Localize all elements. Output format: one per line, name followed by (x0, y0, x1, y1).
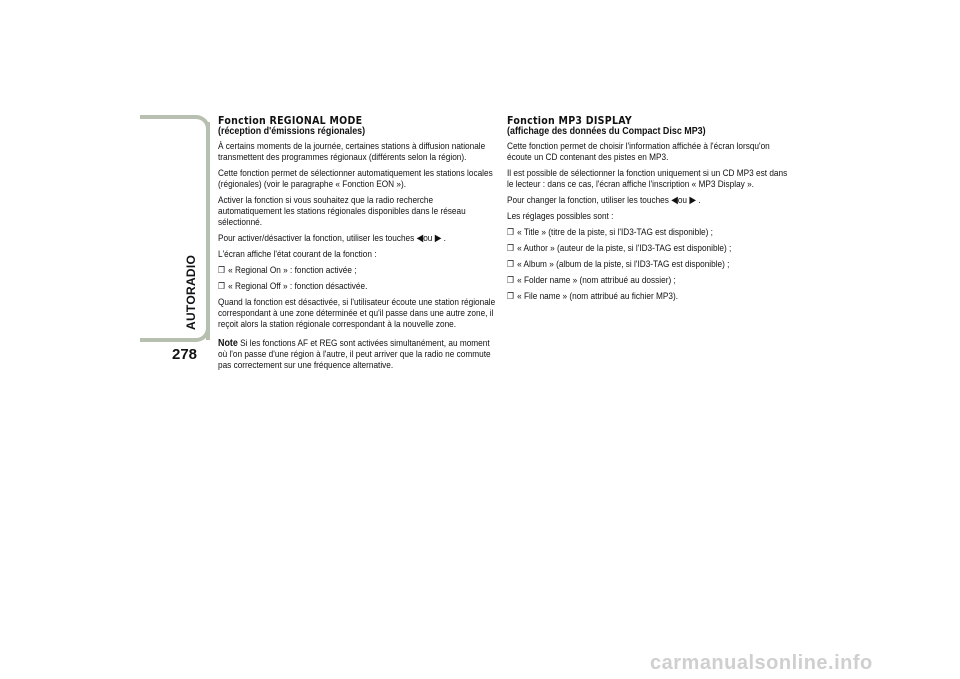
checkbox-bullet-icon: ❒ (218, 265, 225, 275)
page-number: 278 (172, 346, 198, 363)
list-item (507, 259, 787, 270)
list-item (507, 243, 787, 254)
margin-rule (206, 122, 210, 340)
section-title-mp3: Fonction MP3 DISPLAY (507, 114, 633, 127)
list-item (218, 265, 498, 276)
list-item (507, 227, 787, 238)
paragraph: Cette fonction permet de sélectionner automatiquement les stations locales (régionales) (voir le paragraphe « Fonction EON »). (218, 168, 493, 190)
checkbox-bullet-icon: ❒ (507, 227, 514, 237)
list-item-text: « File name » (nom attribué au fichier MP3). (517, 291, 679, 302)
note-text: Si les fonctions AF et REG sont activées simultanément, au moment où l'on passe d'une région à l'autre, il peut arriver que la radio ne commute pas correctement sur une fréquence alternative. (218, 338, 491, 371)
list-item-text: « Author » (auteur de la piste, si l'ID3-TAG est disponible) ; (517, 243, 732, 254)
right-column (507, 115, 787, 307)
paragraph-text: ou (423, 233, 433, 244)
note (218, 338, 498, 371)
paragraph-text: Pour changer la fonction, utiliser les touches (507, 195, 669, 206)
checkbox-bullet-icon: ❒ (507, 243, 514, 253)
section-subtitle-mp3: (affichage des données du Compact Disc MP3) (507, 126, 706, 137)
paragraph: Les réglages possibles sont : (507, 211, 614, 222)
right-arrow-icon: ▶ (686, 195, 696, 206)
list-item-text: « Folder name » (nom attribué au dossier) ; (517, 275, 676, 286)
paragraph: L'écran affiche l'état courant de la fonction : (218, 249, 377, 260)
list-item-text: « Regional Off » : fonction désactivée. (228, 281, 368, 292)
checkbox-bullet-icon: ❒ (507, 275, 514, 285)
paragraph-text: Pour activer/désactiver la fonction, utiliser les touches (218, 233, 415, 244)
list-item-text: « Album » (album de la piste, si l'ID3-TAG est disponible) ; (517, 259, 730, 270)
paragraph: Activer la fonction si vous souhaitez que la radio recherche automatiquement les stations régionales disponibles dans le réseau sélectionné. (218, 195, 466, 228)
paragraph (507, 195, 787, 206)
margin-rule-bottom (140, 322, 210, 342)
paragraph-text: . (443, 233, 446, 244)
paragraph: Quand la fonction est désactivée, si l'utilisateur écoute une station régionale correspondant à une zone déterminée et qu'il passe dans une autre zone, il reçoit alors la station régionale correspondant à la nouvelle zone. (218, 297, 496, 330)
margin-rule-top (140, 115, 210, 135)
left-arrow-icon: ◀ (671, 195, 678, 206)
paragraph (218, 233, 498, 244)
checkbox-bullet-icon: ❒ (218, 281, 225, 291)
list-item (507, 291, 787, 302)
list-item-text: « Title » (titre de la piste, si l'ID3-TAG est disponible) ; (517, 227, 713, 238)
paragraph-text: . (698, 195, 701, 206)
section-subtitle-regional: (réception d'émissions régionales) (218, 126, 366, 137)
paragraph-text: ou (677, 195, 687, 206)
list-item (218, 281, 498, 292)
section-side-label: AUTORADIO (184, 254, 198, 330)
checkbox-bullet-icon: ❒ (507, 291, 514, 301)
checkbox-bullet-icon: ❒ (507, 259, 514, 269)
paragraph: Cette fonction permet de choisir l'information affichée à l'écran lorsqu'on écoute un CD contenant des pistes en MP3. (507, 141, 770, 163)
left-column (218, 115, 498, 376)
paragraph: À certains moments de la journée, certaines stations à diffusion nationale transmettent des programmes régionaux (différents selon la région). (218, 141, 486, 163)
list-item-text: « Regional On » : fonction activée ; (228, 265, 357, 276)
list-item (507, 275, 787, 286)
left-arrow-icon: ◀ (416, 233, 424, 244)
note-label: Note (218, 338, 238, 349)
right-arrow-icon: ▶ (432, 233, 442, 244)
section-title-regional: Fonction REGIONAL MODE (218, 114, 363, 127)
watermark: carmanualsonline.info (650, 652, 873, 674)
paragraph: Il est possible de sélectionner la fonction uniquement si un CD MP3 est dans le lecteur : dans ce cas, l'écran affiche l'inscription « MP3 Display ». (507, 168, 788, 190)
